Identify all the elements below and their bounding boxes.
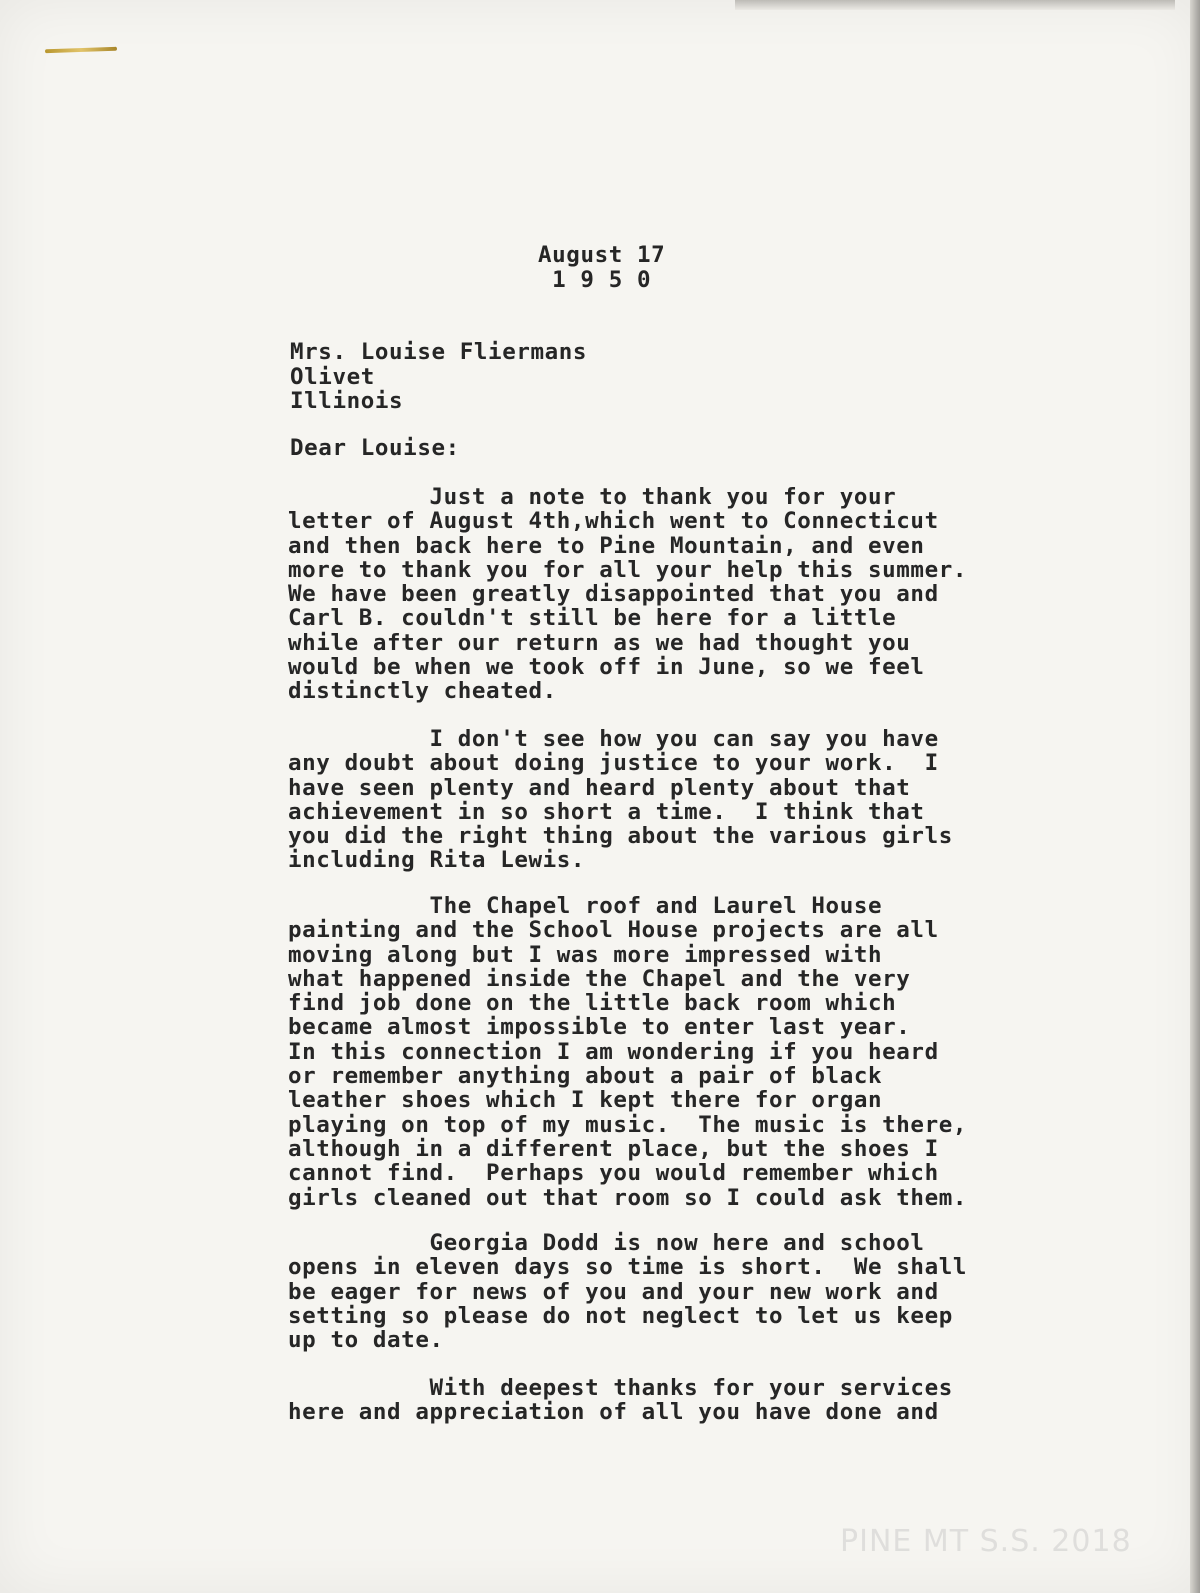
paper-edge-right <box>1190 0 1200 1593</box>
recipient-address <box>290 340 587 414</box>
letter-date <box>538 243 665 293</box>
paragraph-2: I don't see how you can say you have any doubt about doing justice to your work. I have seen plenty and heard plenty about that achievement in so short a time. I think that you did the right thing about the various girls including Rita Lewis. <box>288 726 953 874</box>
watermark: PINE MT S.S. 2018 <box>840 1524 1132 1559</box>
paragraph-3: The Chapel roof and Laurel House painting and the School House projects are all moving along but I was more impressed with what happened inside the Chapel and the very find job done on the little back room which became almost impossible to enter last year. In this connection I am wondering if you heard or remember anything about a pair of black leather shoes which I kept there for organ playing on top of my music. The music is there, although in a different place, but the shoes I cannot find. Perhaps you would remember which girls cleaned out that room so I could ask them. <box>288 893 968 1211</box>
paper-edge-top <box>735 0 1175 10</box>
paragraph-4: Georgia Dodd is now here and school opens in eleven days so time is short. We shall be eager for news of you and your new work and setting so please do not neglect to let us keep up to date. <box>288 1230 968 1354</box>
paragraph-1: Just a note to thank you for your letter of August 4th,which went to Connecticut and then back here to Pine Mountain, and even more to thank you for all your help this summer. We have been greatly disappointed that you and Carl B. couldn't still be here for a little while after our return as we had thought you would be when we took off in June, so we feel distinctly cheated. <box>288 484 968 705</box>
recipient-name: Mrs. Louise Fliermans <box>290 339 588 365</box>
paragraph-5: With deepest thanks for your services here and appreciation of all you have done and <box>288 1375 953 1426</box>
salutation: Dear Louise: <box>290 435 460 461</box>
date-year: 1 9 5 0 <box>552 267 652 293</box>
staple-mark <box>45 47 117 54</box>
recipient-city: Olivet <box>290 363 375 390</box>
date-month-day: August 17 <box>538 242 666 268</box>
recipient-state: Illinois <box>290 388 404 414</box>
